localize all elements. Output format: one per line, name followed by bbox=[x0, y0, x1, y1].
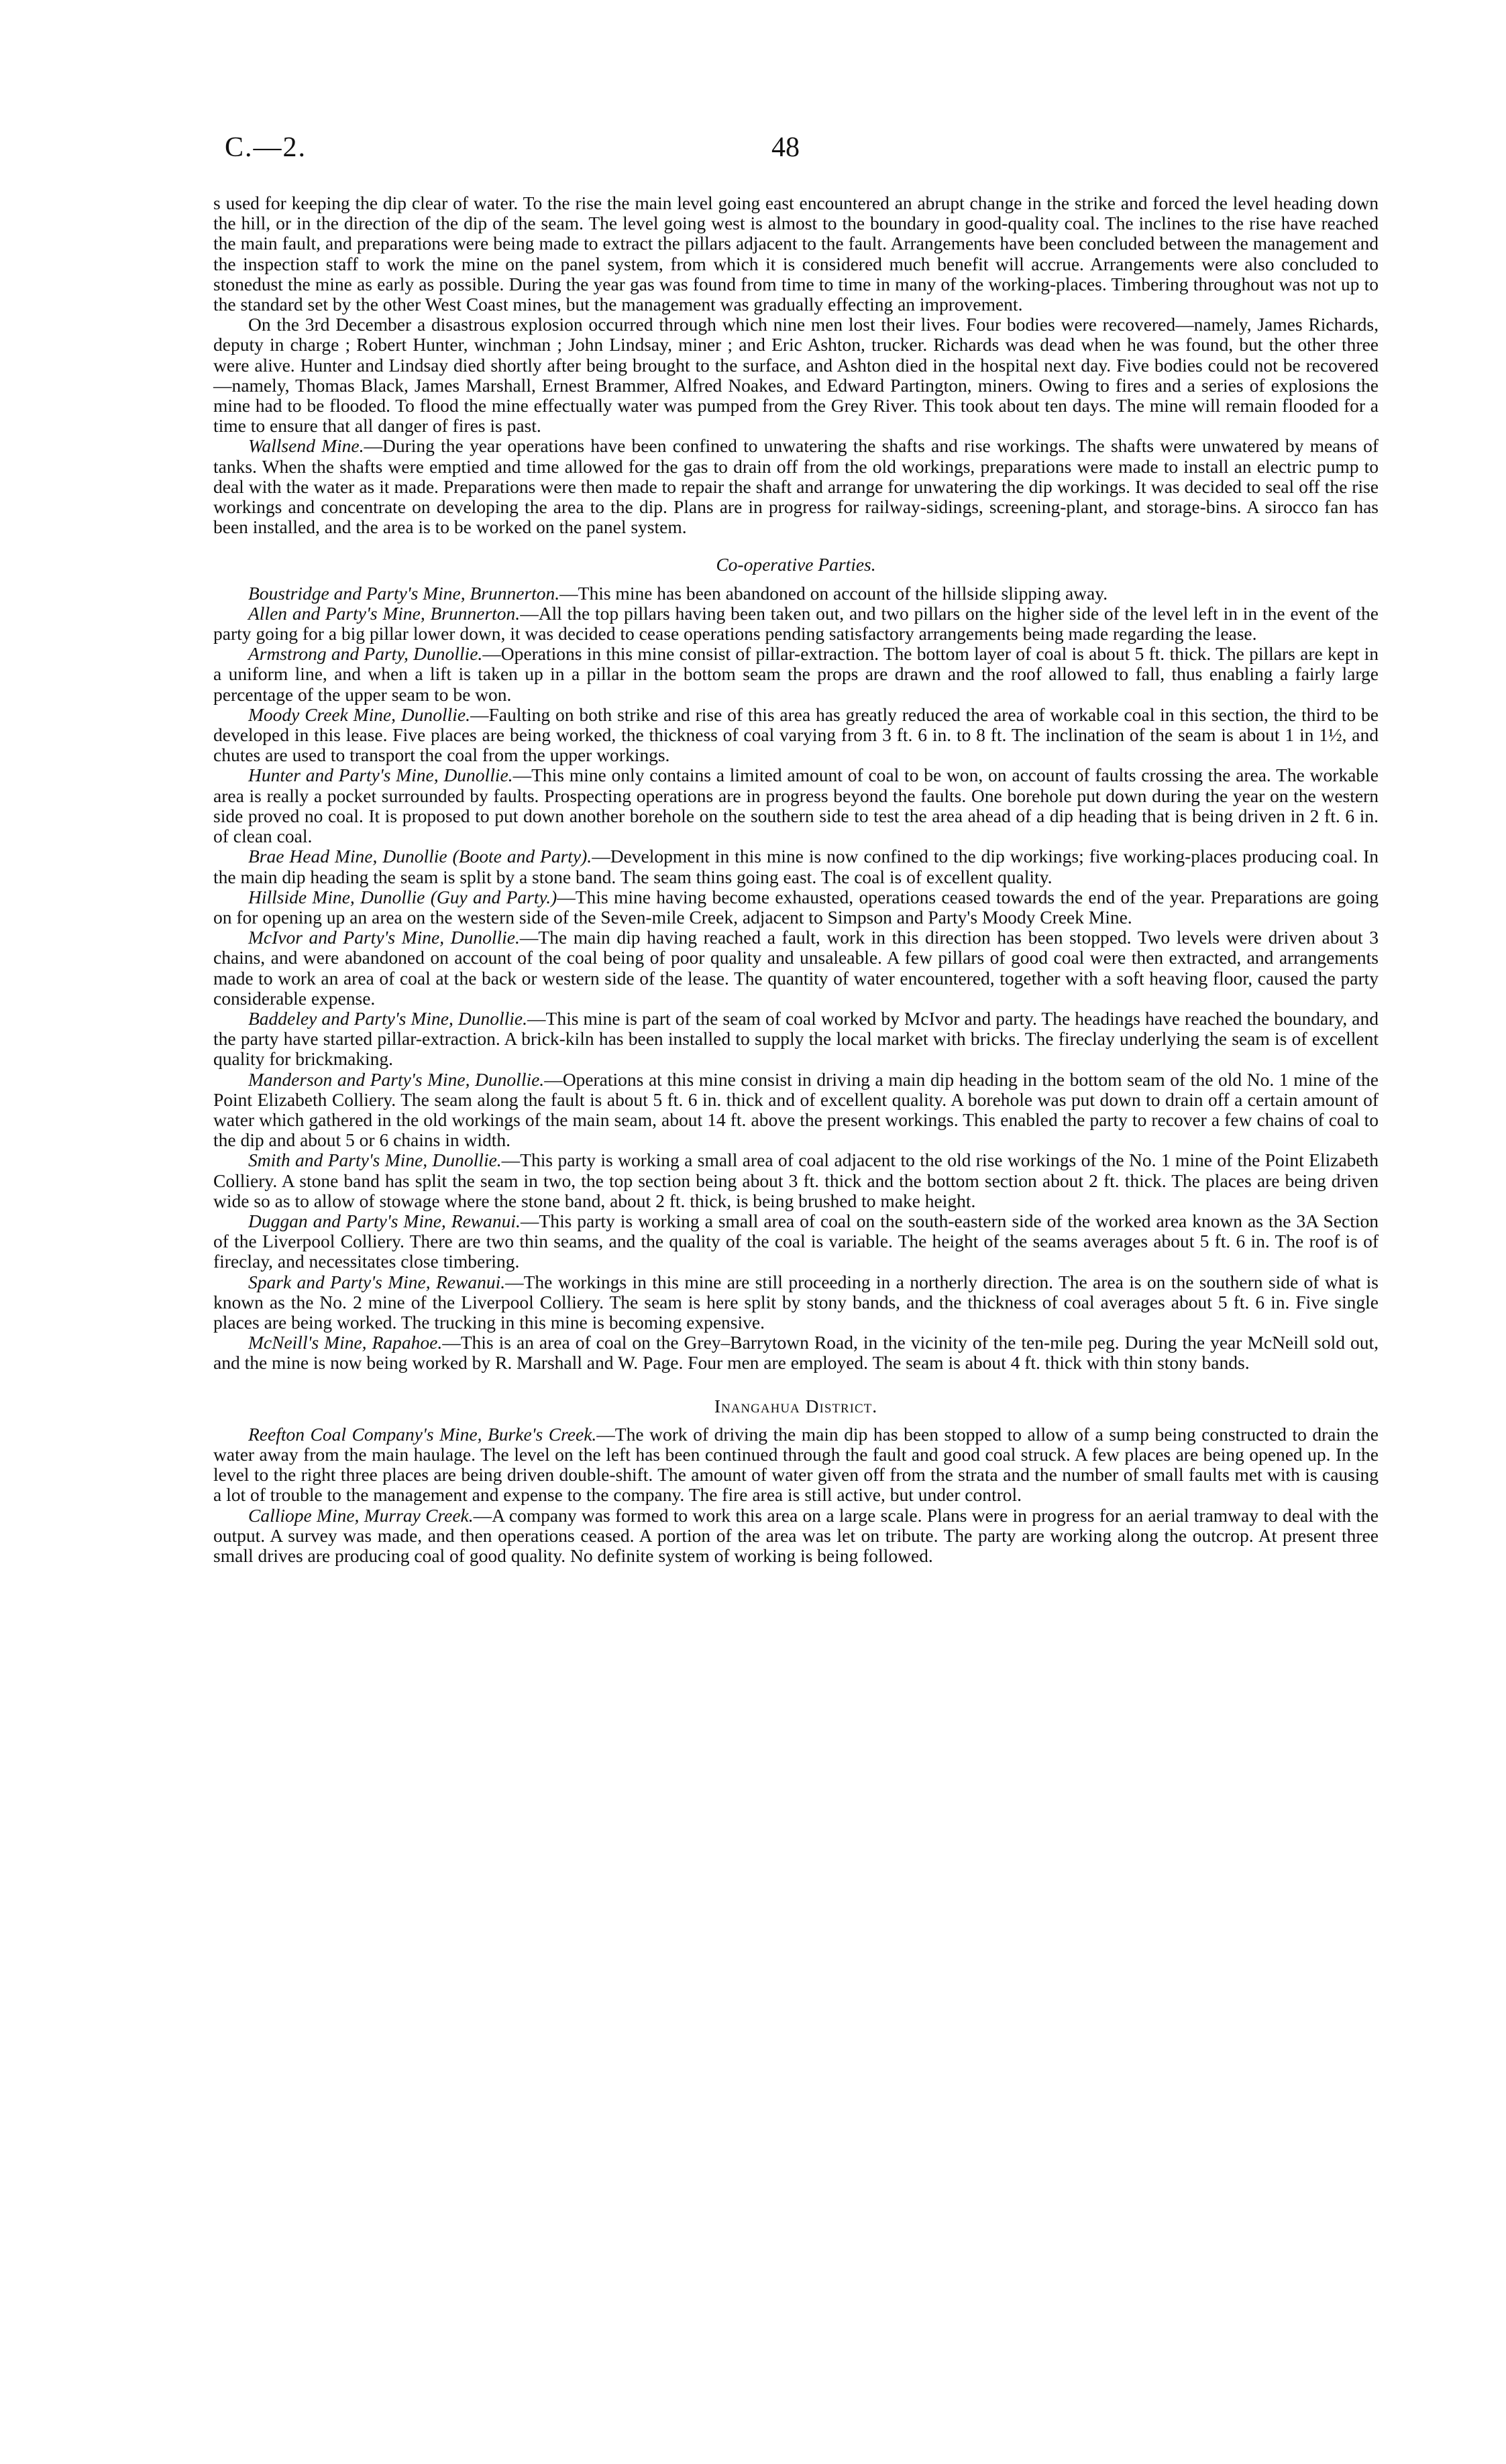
mines-group-inangahua bbox=[213, 1424, 1379, 1566]
paragraph-text: —The workings in this mine are still proceeding in a northerly direction. The area is on the southern side of what is known as the No. 2 mine of the Liverpool Colliery. The seam is here split by stony bands, and the thickness of coal averages about 5 ft. 6 in. Five single places are being worked. The trucking in this mine is becoming expensive. bbox=[213, 1271, 1379, 1333]
paragraph bbox=[213, 315, 1379, 436]
paragraph-text: s used for keeping the dip clear of water. To the rise the main level going east encountered an abrupt change in the strike and forced the level heading down the hill, or in the direction of the dip of the seam. The level going west is almost to the boundary in good-quality coal. The inclines to the rise have reached the main fault, and preparations were being made to extract the pillars adjacent to the fault. Arrangements have been concluded between the management and the inspection staff to work the mine on the panel system, from which it is considered much benefit will accrue. Arrangements were also concluded to stonedust the mine as early as possible. During the year gas was found from time to time in many of the working-places. Timbering throughout was not up to the standard set by the other West Coast mines, but the management was gradually effecting an improvement. bbox=[213, 192, 1379, 315]
paragraph-text: —This mine has been abandoned on account of the hillside slipping away. bbox=[559, 582, 1108, 604]
paragraph-text: —Operations in this mine consist of pillar-extraction. The bottom layer of coal is about 5 ft. thick. The pillars are kept in a uniform line, and when a lift is taken up in a pillar in the bottom seam the props are drawn and the roof allowed to fall, thus enabling a fairly large percentage of the upper seam to be won. bbox=[213, 643, 1379, 705]
paragraph bbox=[213, 583, 1379, 604]
mine-heading: Calliope Mine, Murray Creek. bbox=[248, 1504, 474, 1526]
paragraph bbox=[213, 1272, 1379, 1333]
paragraph bbox=[213, 1506, 1379, 1567]
mine-heading: Brae Head Mine, Dunollie (Boote and Party). bbox=[248, 846, 592, 867]
document-code: C.—2. bbox=[225, 132, 307, 163]
paragraph-text: On the 3rd December a disastrous explosion occurred through which nine men lost their lives. Four bodies were recovered—namely, James Richards, deputy in charge ; Robert Hunter, winchman ; John Lindsay, miner ; and Eric Ashton, trucker. Richards was dead when he was found, but the other three were alive. Hunter and Lindsay died shortly after being brought to the surface, and Ashton died in the hospital next day. Five bodies could not be recovered—namely, Thomas Black, James Marshall, Ernest Brammer, Alfred Noakes, and Edward Partington, miners. Owing to fires and a series of explosions the mine had to be flooded. To flood the mine effectually water was pumped from the Grey River. This took about ten days. The mine will remain flooded for a time to ensure that all danger of fires is past. bbox=[213, 314, 1379, 437]
paragraph bbox=[213, 887, 1379, 928]
mine-heading: Boustridge and Party's Mine, Brunnerton. bbox=[248, 582, 560, 604]
paragraph bbox=[213, 604, 1379, 644]
mine-heading: Reefton Coal Company's Mine, Burke's Creek. bbox=[248, 1423, 597, 1445]
paragraph bbox=[213, 765, 1379, 846]
paragraph bbox=[213, 1333, 1379, 1373]
paragraph bbox=[213, 193, 1379, 315]
paragraph-text: —All the top pillars having been taken out, and two pillars on the higher side of the level left in in the event of the party going for a big pillar lower down, it was decided to cease operations pending satisfactory arrangements being made regarding the lease. bbox=[213, 602, 1379, 645]
mines-group-cooperative bbox=[213, 583, 1379, 1374]
paragraph bbox=[213, 705, 1379, 766]
mine-heading: Wallsend Mine. bbox=[248, 435, 364, 457]
mine-heading: Spark and Party's Mine, Rewanui. bbox=[248, 1271, 506, 1292]
paragraph bbox=[213, 1211, 1379, 1272]
paragraph bbox=[213, 1009, 1379, 1070]
paragraph-text: —Development in this mine is now confined to the dip workings; five working-places producing coal. In the main dip heading the seam is split by a stone band. The seam thins going east. The coal is of excellent quality. bbox=[213, 846, 1379, 887]
paragraph bbox=[213, 846, 1379, 887]
mine-heading: McNeill's Mine, Rapahoe. bbox=[248, 1332, 443, 1353]
mine-heading: Duggan and Party's Mine, Rewanui. bbox=[248, 1210, 521, 1231]
paragraph-text: —Operations at this mine consist in driving a main dip heading in the bottom seam of the old No. 1 mine of the Point Elizabeth Colliery. The seam along the fault is about 5 ft. 6 in. thick and of excellent quality. A borehole was put down to drain off a certain amount of water which gathered in the old workings of the main seam, about 14 ft. above the present workings. This enabled the party to recover a few chains of coal to the dip and about 5 or 6 chains in width. bbox=[213, 1068, 1379, 1151]
section-heading-cooperative: Co-operative Parties. bbox=[716, 554, 876, 575]
paragraph-text: —This mine having become exhausted, operations ceased towards the end of the year. Preparations are going on for opening up an area on the western side of the Seven-mile Creek, adjacent to Simpson and Party's Moody Creek Mine. bbox=[213, 886, 1379, 928]
mine-heading: Smith and Party's Mine, Dunollie. bbox=[248, 1150, 502, 1171]
paragraph-text: —During the year operations have been confined to unwatering the shafts and rise workings. The shafts were unwatered by means of tanks. When the shafts were emptied and time allowed for the gas to drain off from the old workings, preparations were made to install an electric pump to deal with the water as it made. Preparations were then made to repair the shaft and arrange for unwatering the dip workings. It was decided to seal off the rise workings and concentrate on developing the area to the dip. Plans are in progress for railway-sidings, screening-plant, and storage-bins. A sirocco fan has been installed, and the area is to be worked on the panel system. bbox=[213, 435, 1379, 538]
mine-heading: McIvor and Party's Mine, Dunollie. bbox=[248, 927, 520, 948]
paragraph-text: —This party is working a small area of coal adjacent to the old rise workings of the No. 1 mine of the Point Elizabeth Colliery. A stone band has split the seam in two, the top section being about 3 ft. thick and the bottom section about 2 ft. thick. The places are being driven wide so as to allow of stowage where the stone band, about 2 ft. thick, is being brushed to make height. bbox=[213, 1150, 1379, 1211]
section-heading-inangahua: Inangahua District. bbox=[714, 1395, 878, 1416]
paragraph-text: —A company was formed to work this area on a large scale. Plans were in progress for an aerial tramway to deal with the output. A survey was made, and then operations ceased. A portion of the area was let on tribute. The party are working along the outcrop. At present three small drives are producing coal of good quality. No definite system of working is being followed. bbox=[213, 1504, 1379, 1566]
mine-heading: Allen and Party's Mine, Brunnerton. bbox=[248, 602, 521, 624]
paragraph-text: —Faulting on both strike and rise of this area has greatly reduced the area of workable coal in this section, the third to be developed in this lease. Five places are being worked, the thickness of coal varying from 3 ft. 6 in. to 8 ft. The inclination of the seam is about 1 in 1½, and chutes are used to transport the coal from the upper workings. bbox=[213, 704, 1379, 766]
mine-heading: Hunter and Party's Mine, Dunollie. bbox=[248, 765, 513, 786]
paragraph bbox=[213, 1424, 1379, 1506]
document-body bbox=[213, 193, 1379, 1566]
mine-heading: Moody Creek Mine, Dunollie. bbox=[248, 704, 471, 725]
paragraph bbox=[213, 644, 1379, 705]
mine-heading: Armstrong and Party, Dunollie. bbox=[248, 643, 483, 665]
mines-group-a bbox=[213, 193, 1379, 537]
mine-heading: Hillside Mine, Dunollie (Guy and Party.) bbox=[248, 886, 557, 907]
paragraph bbox=[213, 928, 1379, 1009]
mine-heading: Baddeley and Party's Mine, Dunollie. bbox=[248, 1007, 528, 1029]
paragraph-text: —This mine only contains a limited amount of coal to be won, on account of faults crossing the area. The workable area is really a pocket surrounded by faults. Prospecting operations are in progress beyond the faults. One borehole put down during the year on the western side proved no coal. It is proposed to put down another borehole on the southern side to test the area ahead of a dip heading that is being driven in 2 ft. 6 in. of clean coal. bbox=[213, 765, 1379, 847]
page-number: 48 bbox=[771, 132, 800, 163]
paragraph bbox=[213, 436, 1379, 537]
paragraph-text: —This party is working a small area of coal on the south-eastern side of the worked area known as the 3A Section of the Liverpool Colliery. There are two thin seams, and the quality of the coal is variable. The height of the seams averages about 5 ft. 6 in. The roof is of fireclay, and necessitates close timbering. bbox=[213, 1210, 1379, 1272]
paragraph-text: —This is an area of coal on the Grey–Barrytown Road, in the vicinity of the ten-mile peg. During the year McNeill sold out, and the mine is now being worked by R. Marshall and W. Page. Four men are employed. The seam is about 4 ft. thick with thin stony bands. bbox=[213, 1332, 1379, 1374]
mine-heading: Manderson and Party's Mine, Dunollie. bbox=[248, 1068, 545, 1090]
paragraph-text: —This mine is part of the seam of coal worked by McIvor and party. The headings have reached the boundary, and the party have started pillar-extraction. A brick-kiln has been installed to supply the local market with bricks. The fireclay underlying the seam is of excellent quality for brickmaking. bbox=[213, 1007, 1379, 1070]
paragraph-text: —The work of driving the main dip has been stopped to allow of a sump being constructed to drain the water away from the main haulage. The level on the left has been continued through the fault and good coal struck. A few places are being opened up. In the level to the right three places are being driven double-shift. The amount of water given off from the strata and the number of small faults met with is causing a lot of trouble to the management and expense to the company. The fire area is still active, but under control. bbox=[213, 1423, 1379, 1506]
paragraph bbox=[213, 1150, 1379, 1211]
paragraph-text: —The main dip having reached a fault, work in this direction has been stopped. Two levels were driven about 3 chains, and were abandoned on account of the coal being of poor quality and unsaleable. A few pillars of good coal were then extracted, and arrangements made to work an area of coal at the back or western side of the lease. The quantity of water encountered, together with a soft heaving floor, caused the party considerable expense. bbox=[213, 927, 1379, 1009]
paragraph bbox=[213, 1070, 1379, 1151]
